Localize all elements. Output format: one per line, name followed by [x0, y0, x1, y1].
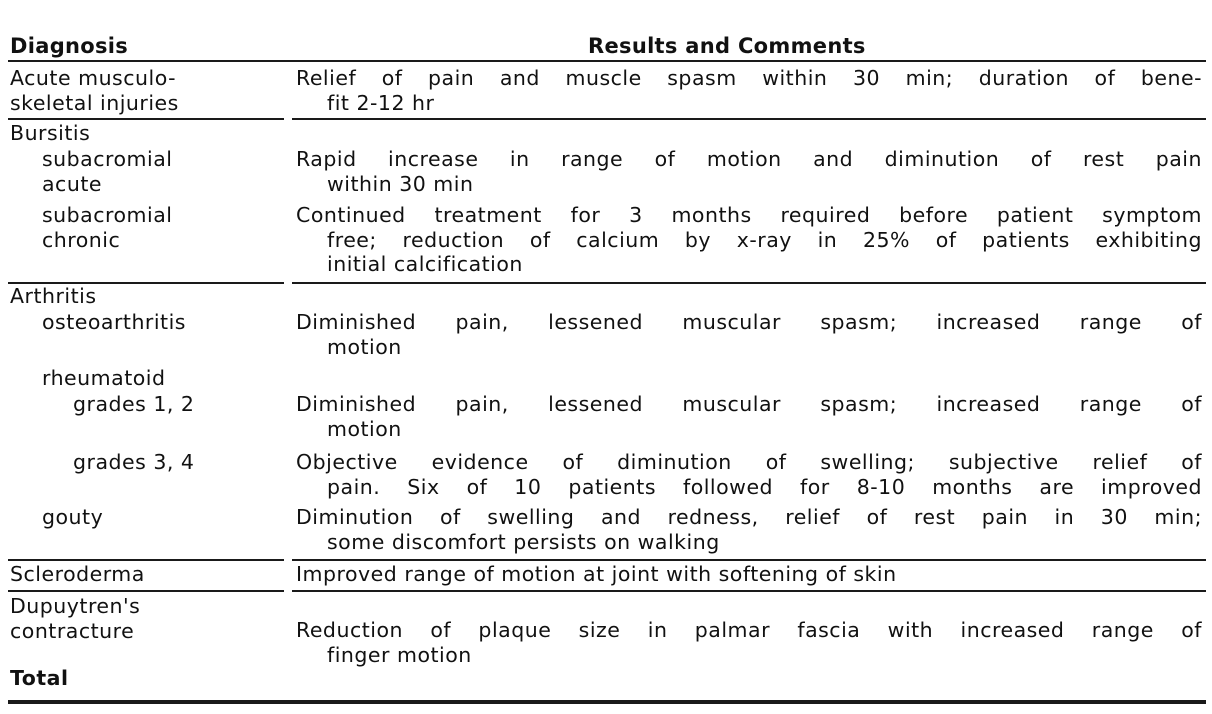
result-cell	[296, 147, 1202, 196]
column-header-diagnosis: Diagnosis	[10, 34, 129, 58]
result-cell	[296, 310, 1202, 359]
result-text: Reduction of plaque size in palmar fascia with increased range of	[296, 618, 1202, 642]
result-cell	[296, 392, 1202, 441]
result-text: Relief of pain and muscle spasm within 30 min; duration of bene-	[296, 66, 1202, 90]
result-text: motion	[327, 416, 402, 441]
total-label	[10, 666, 69, 691]
header-rule	[8, 60, 1206, 62]
result-text: Objective evidence of diminution of swelling; subjective relief of	[296, 450, 1202, 474]
result-text: motion	[327, 334, 402, 359]
result-text: Diminished pain, lessened muscular spasm; increased range of	[296, 392, 1202, 416]
diagnosis-cell	[10, 562, 145, 587]
result-text: fit 2-12 hr	[327, 90, 435, 115]
row-separator-results	[292, 559, 1206, 561]
result-cell	[296, 505, 1202, 554]
diagnosis-cell	[73, 392, 194, 417]
diagnosis-text: grades 3, 4	[73, 450, 195, 474]
result-text: free; reduction of calcium by x-ray in 25% of patients exhibiting	[327, 227, 1202, 252]
diagnosis-cell	[73, 450, 194, 475]
result-cell	[296, 203, 1202, 277]
diagnosis-cell	[42, 203, 172, 252]
result-cell	[296, 618, 1202, 667]
column-header-results: Results and Comments	[588, 34, 866, 58]
result-text: within 30 min	[327, 171, 474, 196]
row-separator-results	[292, 282, 1206, 284]
diagnosis-cell	[42, 147, 172, 196]
diagnosis-text: chronic	[42, 227, 121, 252]
row-separator-results	[292, 590, 1206, 592]
diagnosis-group-label	[42, 366, 166, 391]
result-text: Rapid increase in range of motion and diminution of rest pain	[296, 147, 1202, 171]
result-text: finger motion	[327, 642, 472, 667]
diagnosis-text: Scleroderma	[10, 562, 145, 586]
row-separator-results	[292, 118, 1206, 120]
diagnosis-text: Total	[10, 666, 69, 690]
row-separator-diagnosis	[8, 118, 284, 120]
row-separator-diagnosis	[8, 590, 284, 592]
result-cell	[296, 66, 1202, 115]
result-text: Continued treatment for 3 months required before patient symptom	[296, 203, 1202, 227]
diagnosis-text: subacromial	[42, 147, 173, 171]
diagnosis-group-label	[10, 284, 97, 309]
result-text: some discomfort persists on walking	[327, 529, 720, 554]
diagnosis-text: contracture	[10, 618, 135, 643]
diagnosis-text: grades 1, 2	[73, 392, 195, 416]
result-text: initial calcification	[327, 252, 523, 276]
diagnosis-text: subacromial	[42, 203, 173, 227]
diagnosis-text: skeletal injuries	[10, 90, 179, 115]
result-text: Improved range of motion at joint with softening of skin	[296, 562, 897, 586]
table-bottom-rule	[8, 700, 1206, 704]
diagnosis-cell	[10, 594, 140, 643]
result-text: Diminution of swelling and redness, relief of rest pain in 30 min;	[296, 505, 1202, 529]
diagnosis-group-label	[10, 121, 90, 146]
result-text: pain. Six of 10 patients followed for 8-10 months are improved	[327, 474, 1202, 499]
result-text: Diminished pain, lessened muscular spasm; increased range of	[296, 310, 1202, 334]
diagnosis-text: osteoarthritis	[42, 310, 186, 334]
diagnosis-cell	[10, 66, 179, 115]
row-separator-diagnosis	[8, 559, 284, 561]
diagnosis-text: Arthritis	[10, 284, 97, 308]
diagnosis-text: acute	[42, 171, 102, 196]
result-cell	[296, 450, 1202, 499]
result-cell	[296, 562, 1202, 587]
diagnosis-cell	[42, 505, 103, 530]
diagnosis-cell	[42, 310, 186, 335]
diagnosis-text: gouty	[42, 505, 104, 529]
diagnosis-text: rheumatoid	[42, 366, 166, 390]
diagnosis-text: Acute musculo-	[10, 66, 177, 90]
diagnosis-text: Dupuytren's	[10, 594, 141, 618]
diagnosis-text: Bursitis	[10, 121, 91, 145]
